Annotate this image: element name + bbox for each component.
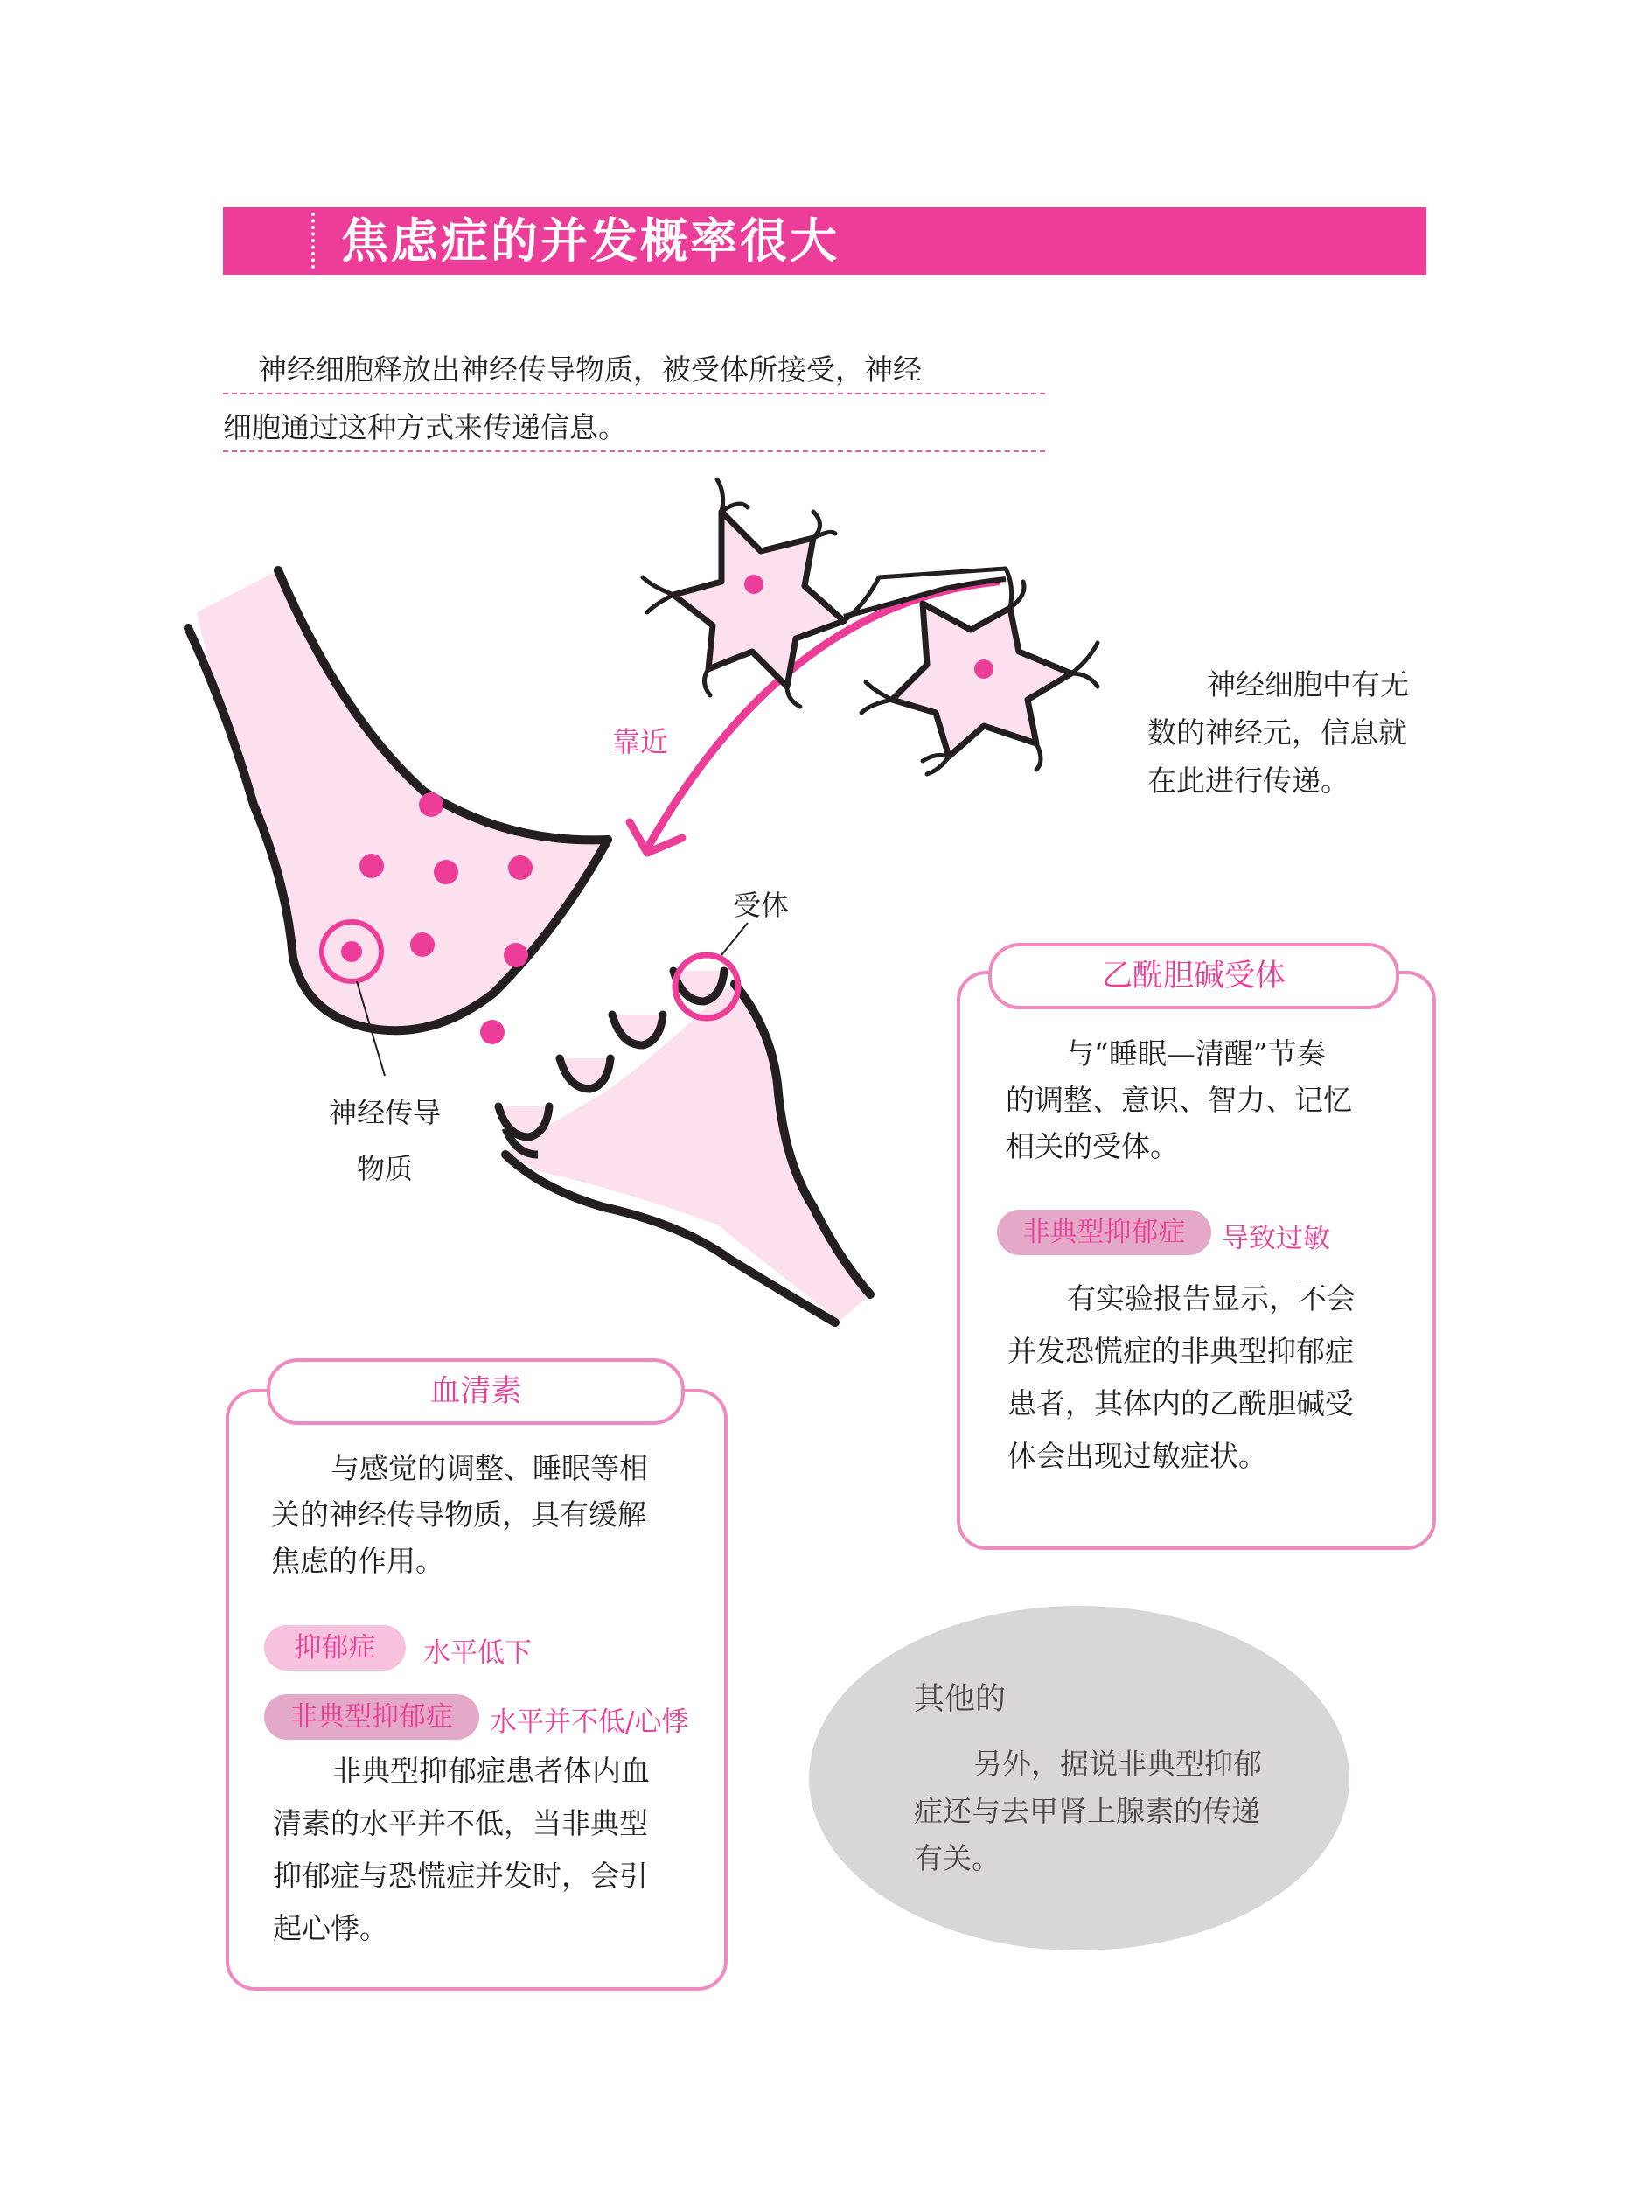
serotonin-description bbox=[271, 1445, 648, 1584]
vesicle bbox=[410, 932, 435, 957]
serotonin-desc-line: 关的神经传导物质，具有缓解 bbox=[271, 1497, 646, 1532]
serotonin-tag-pill-atypical: 非典型抑郁症 bbox=[264, 1694, 479, 1740]
receptor bbox=[673, 971, 724, 1001]
receptor bbox=[560, 1058, 610, 1089]
receptor-label: 受体 bbox=[733, 889, 790, 922]
neurotransmitter-label bbox=[324, 1085, 446, 1197]
receptor-pointer bbox=[721, 923, 748, 955]
serotonin-tag-pill-depression: 抑郁症 bbox=[264, 1625, 406, 1671]
vesicle bbox=[359, 854, 384, 878]
receptor bbox=[612, 1015, 663, 1045]
acetylcholine-detail-line: 体会出现过敏症状。 bbox=[1007, 1439, 1267, 1473]
vesicle bbox=[508, 855, 533, 880]
acetylcholine-detail-line: 并发恐慌症的非典型抑郁症 bbox=[1007, 1334, 1354, 1368]
intro-line-2: 细胞通过这种方式来传递信息。 bbox=[223, 410, 627, 444]
other-text-line: 另外，据说非典型抑郁 bbox=[973, 1747, 1262, 1781]
serotonin-tag-text-atypical: 水平并不低/心悸 bbox=[490, 1706, 689, 1738]
side-note-line-1: 神经细胞中有无 bbox=[1207, 667, 1409, 701]
side-note-line-3: 在此进行传递。 bbox=[1147, 764, 1349, 798]
side-note bbox=[1147, 660, 1445, 805]
intro-line-1: 神经细胞释放出神经传导物质，被受体所接受，神经 bbox=[258, 352, 922, 387]
other-title: 其他的 bbox=[914, 1682, 1007, 1717]
acetylcholine-description bbox=[1006, 1030, 1352, 1169]
acetylcholine-detail-line: 患者，其体内的乙酰胆碱受 bbox=[1007, 1386, 1354, 1420]
other-text bbox=[914, 1741, 1262, 1882]
acetylcholine-box-title: 乙酰胆碱受体 bbox=[988, 943, 1399, 1009]
released-neurotransmitter bbox=[504, 943, 528, 967]
section-title: 焦虑症的并发概率很大 bbox=[341, 213, 840, 269]
acetylcholine-tag-pill: 非典型抑郁症 bbox=[997, 1210, 1211, 1255]
side-note-line-2: 数的神经元，信息就 bbox=[1147, 715, 1407, 750]
other-text-line: 有关。 bbox=[914, 1841, 1000, 1875]
serotonin-detail-line: 抑郁症与恐慌症并发时，会引 bbox=[273, 1859, 648, 1893]
neurotransmitter-label-line-1: 神经传导 bbox=[328, 1096, 441, 1129]
serotonin-tag-text-depression: 水平低下 bbox=[423, 1637, 532, 1669]
postsynaptic-terminal bbox=[503, 980, 870, 1321]
presynaptic-terminal bbox=[197, 570, 608, 1030]
released-neurotransmitter bbox=[480, 1020, 505, 1044]
serotonin-detail-line: 起心悸。 bbox=[273, 1911, 388, 1945]
vesicle bbox=[419, 792, 443, 817]
neuron-2 bbox=[892, 604, 1071, 757]
acetylcholine-detail-line: 有实验报告显示，不会 bbox=[1067, 1281, 1356, 1315]
serotonin-detail-line: 清素的水平并不低，当非典型 bbox=[273, 1806, 648, 1840]
neuron-1-nucleus bbox=[744, 575, 763, 594]
serotonin-box-title: 血清素 bbox=[267, 1358, 685, 1425]
acetylcholine-desc-line: 与“睡眠—清醒”节奏 bbox=[1065, 1036, 1326, 1071]
acetylcholine-detail bbox=[1007, 1273, 1356, 1483]
acetylcholine-desc-line: 相关的受体。 bbox=[1006, 1129, 1179, 1163]
neuron-2-nucleus bbox=[974, 659, 993, 679]
other-text-line: 症还与去甲肾上腺素的传递 bbox=[914, 1794, 1260, 1828]
axon-top bbox=[879, 569, 1006, 577]
vesicle-highlighted bbox=[341, 941, 362, 962]
serotonin-desc-line: 焦虑的作用。 bbox=[271, 1544, 444, 1578]
approach-label: 靠近 bbox=[612, 725, 669, 758]
acetylcholine-tag-text: 导致过敏 bbox=[1222, 1223, 1330, 1254]
acetylcholine-desc-line: 的调整、意识、智力、记忆 bbox=[1006, 1083, 1352, 1117]
serotonin-detail bbox=[273, 1745, 650, 1955]
serotonin-detail-line: 非典型抑郁症患者体内血 bbox=[332, 1754, 650, 1788]
serotonin-desc-line: 与感觉的调整、睡眠等相 bbox=[331, 1451, 648, 1485]
neurotransmitter-label-line-2: 物质 bbox=[356, 1152, 413, 1185]
vesicle bbox=[434, 860, 458, 884]
